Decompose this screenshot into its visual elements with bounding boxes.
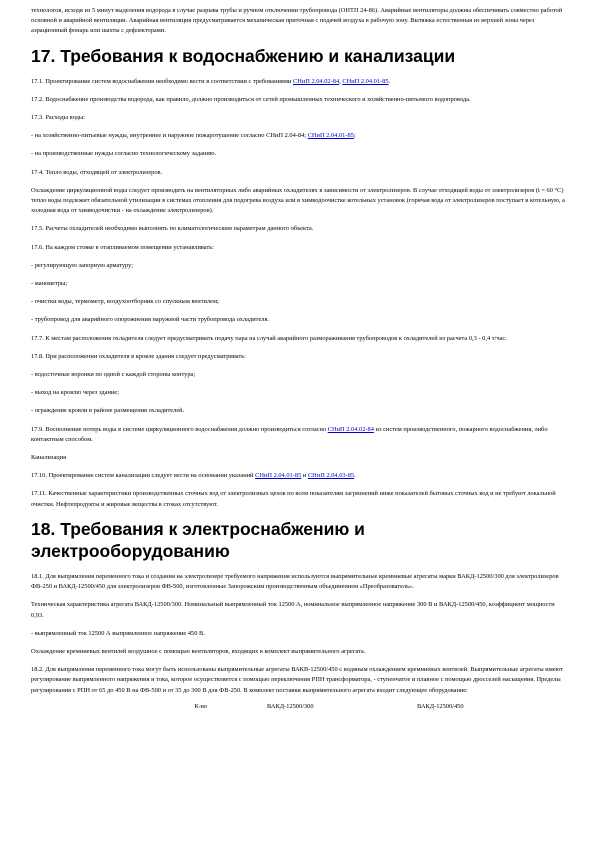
text: и xyxy=(302,472,307,480)
text: 17.1. Проектирование систем водоснабжения необходимо вести в соответствии с требованиями xyxy=(31,77,292,85)
snip-link[interactable]: СНиП 2.04.01-85 xyxy=(342,77,389,85)
paragraph-17-8: 17.8. При расположении охладителя в кровле здания следует предусматривать: xyxy=(31,352,246,360)
snip-link[interactable]: СНиП 2.04.03-85 xyxy=(307,472,355,480)
paragraph-17-7: 17.7. К местам расположения охладителя следует предусматривать подачу пара на случай аварийного размораживания трубопроводов к охладителей из расчета 0,3 - 0,4 т/час. xyxy=(31,334,507,342)
paragraph-18-2: 18.2. Для выпрямления переменного тока могут быть использованы выпрямительные агрегаты ВАКВ-12500/450 с водяным охлаждением кремниевых вентилей. Выпрямительные агрегаты имеют регулирование выпрямленного напряжения и тока, которое осуществляется с помощью переключения РПН трансформатора, - ступенчатое и плавное с помощью дросселей насыщения. Пределы регулирования с РПН от 65 до 450 В на ФВ-500 и от 35 до 300 В для ФВ-250. В комплект поставки выпрямительного агрегата входит следующее оборудование: xyxy=(31,666,564,694)
list-item: - водосточные воронки по одной с каждой стороны контура; xyxy=(31,371,196,379)
paragraph-17-10 xyxy=(31,471,567,481)
snip-link[interactable]: СНиП 2.04.01-85 xyxy=(307,132,354,140)
document-page xyxy=(31,6,567,712)
paragraph: Охлаждение кремниевых вентилей воздушное с помощью вентиляторов, входящих в комплект выпрямительного агрегата. xyxy=(31,647,366,655)
column-header-vakd-300: ВАКД-12500/300 xyxy=(267,702,314,710)
list-item: - выход на кровлю через здание; xyxy=(31,389,119,397)
paragraph: Техническая характеристика агрегата ВАКД-12500/300. Номинальный выпрямленный ток 12500 А, номинальное выпрямленное напряжение 300 В и ВАКД-12500/450, коэффициент мощности 0,93. xyxy=(31,601,555,619)
paragraph-17-4: 17.4. Тепло воды, отходящей от электролизеров. xyxy=(31,168,163,176)
section-17-title: 17. Требования к водоснабжению и канализации xyxy=(31,45,456,66)
paragraph-17-3: 17.3. Расходы воды: xyxy=(31,114,85,122)
column-header-qty: К-во xyxy=(194,702,207,710)
list-item: - трубопровод для аварийного опорожнения наружной части трубопровода охладителя. xyxy=(31,316,270,324)
text: из систем производственного, пожарного водоснабжения, либо контактным способом. xyxy=(31,425,548,443)
equipment-table-header xyxy=(31,702,567,712)
text: . xyxy=(354,472,356,480)
list-item xyxy=(31,131,567,141)
section-18-title: 18. Требования к электроснабжению и электрооборудованию xyxy=(31,518,365,561)
paragraph: Охлаждение циркуляционной воды следует производить на вентиляторных либо аварийных охладителях в зависимости от электролизеров. В случае отходящей воды от электролизеров (t = 60 °С) тепло воды подлежит обязательной утилизации в системах отопления для подогрева воздуха или в химводоочистке котельных установок (горячая вода от электролизеров поступает в котельную, а холодная вода от химводочистки - на охлаждение электролизеров). xyxy=(31,186,565,215)
list-item: - на производственные нужды согласно технологическому заданию. xyxy=(31,150,217,158)
text: . xyxy=(388,77,391,85)
list-item: - регулирующую запорную арматуру; xyxy=(31,261,134,269)
text: 17.10. Проектирование систем канализации следует вести на основании указаний xyxy=(31,472,254,480)
text: ; xyxy=(353,132,356,140)
paragraph-18-1: 18.1. Для выпрямления переменного тока и создания на электролизере требуемого напряжения используются выпрямительные кремниевые агрегаты марки ВАКД-12500/300 для электролизеров ФВ-250 и ВАКД-12500/450 для электролизеров ФВ-500, изготовленные Запорожским производственным объединением «Преобразователь». xyxy=(31,572,559,591)
separator: , xyxy=(339,77,341,85)
snip-link[interactable]: СНиП 2.04.02-84 xyxy=(292,77,340,85)
paragraph-17-1 xyxy=(31,77,567,87)
paragraph-17-9 xyxy=(31,425,567,445)
paragraph-17-2: 17.2. Водоснабжение производства водорода, как правило, должно производиться от сетей промышленных технического и хозяйственно-питьевого водопровода. xyxy=(31,95,471,103)
snip-link[interactable]: СНиП 2.04.01-85 xyxy=(255,472,302,480)
list-item: - очистки воды, термометр, воздухоотборник со спускным вентилем; xyxy=(31,298,219,306)
intro-paragraph: технологов, исходя из 5 минут выделения водорода в случае разрыва трубы и ручном отключении трубопровода (ОНТП 24-86). Аварийные вентиляторы должны обеспечивать совместно работой основной и аварийной вентиляции. Аварийная вентиляция предусматривается механическая приточная с подачей воздуха в рабочую зону. Вытяжка естественная из верхней зоны через аэрационный фонарь или шахты с дефлекторами. xyxy=(31,7,563,35)
paragraph-17-6: 17.6. На каждом стояке в отапливаемом помещении устанавливать: xyxy=(31,243,214,251)
subheading-kanalizatsiya: Канализация xyxy=(31,454,67,462)
column-header-vakd-450: ВАКД-12500/450 xyxy=(417,702,464,710)
text: 17.9. Восполнение потерь воды в системе циркуляционного водоснабжения должно производиться согласно xyxy=(31,425,327,433)
text: - на хозяйственно-питьевые нужды, внутреннее и наружное пожаротушение согласно СНиП 2.04-84; xyxy=(31,132,307,140)
list-item: - выпрямленный ток 12500 А выпрямленное напряжение 450 В. xyxy=(31,629,205,637)
paragraph-17-11: 17.11. Качественные характеристики производственных сточных вод от электролизных цехов по всем показателям загрязнений ниже показателей бытовых сточных вод и не требуют локальной очистки. Нефтепродукты и жировые вещества в стоках отсутствуют. xyxy=(31,490,556,508)
list-item: - ограждение кровли в районе размещения охладителей. xyxy=(31,407,185,415)
list-item: - манометры; xyxy=(31,280,68,288)
snip-link[interactable]: СНиП 2.04.02-84 xyxy=(327,425,374,433)
paragraph-17-5: 17.5. Расчеты охладителей необходимо выполнять по климатологическим параметрам данного объекта. xyxy=(31,225,314,233)
